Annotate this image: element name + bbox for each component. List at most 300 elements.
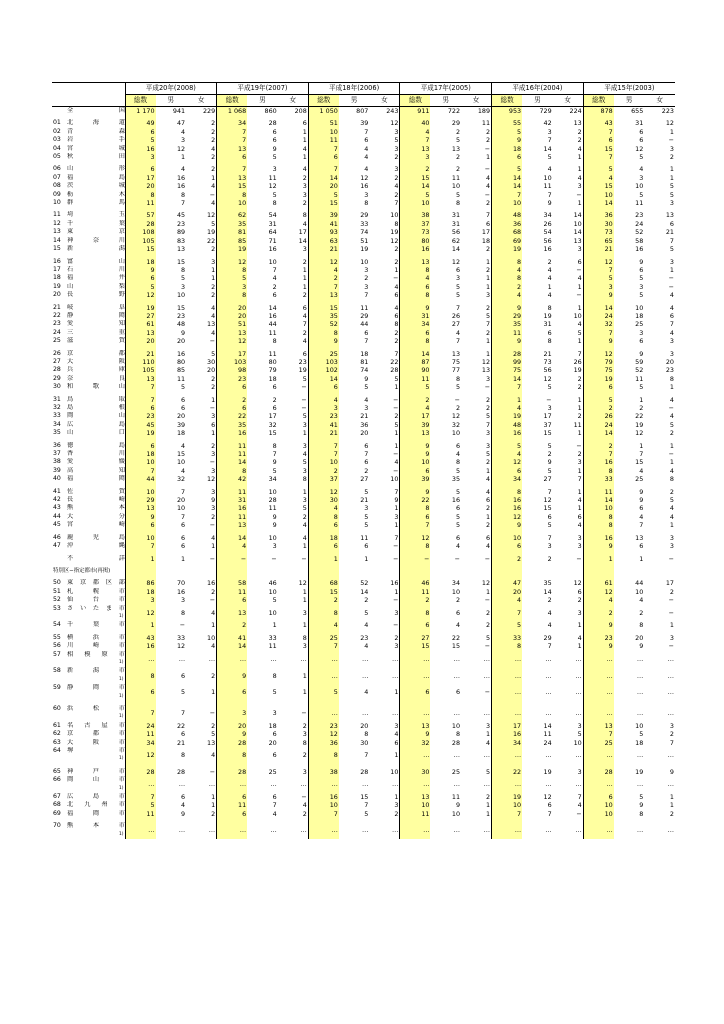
cell-female: 12 bbox=[390, 119, 399, 128]
cell-male: 44 bbox=[360, 320, 369, 329]
cell-male: 28 bbox=[176, 767, 186, 776]
table-row bbox=[52, 404, 675, 412]
cell-male: 9 bbox=[639, 349, 644, 358]
cell-male: 89 bbox=[176, 228, 186, 237]
row-code: 60 bbox=[53, 705, 61, 712]
cell-total: 28 bbox=[217, 768, 248, 776]
cell-male: 6 bbox=[455, 608, 461, 617]
cell-total: 13 bbox=[400, 145, 431, 153]
cell-total: 5 bbox=[400, 383, 431, 391]
row-code: 55 bbox=[53, 633, 61, 641]
cell-total: 13 bbox=[125, 375, 156, 383]
table-row bbox=[52, 266, 675, 274]
spacer-cell bbox=[492, 567, 523, 575]
cell-male: 24 bbox=[543, 738, 552, 747]
row-name: 京都 bbox=[67, 349, 125, 357]
cell-female: 4 bbox=[302, 521, 307, 530]
cell-female: 3 bbox=[485, 291, 491, 300]
cell-total: 20 bbox=[217, 304, 248, 312]
cell-total: 34 bbox=[125, 739, 156, 747]
cell-female: 1 bbox=[485, 337, 491, 346]
row-code: 22 bbox=[53, 311, 61, 319]
cell-total: 34 bbox=[492, 475, 523, 483]
cell-male: 6 bbox=[547, 328, 552, 337]
cell-male: 79 bbox=[268, 366, 277, 375]
cell-female: 1 bbox=[669, 173, 674, 182]
cell-female: 7 bbox=[394, 487, 399, 496]
row-label bbox=[52, 513, 125, 521]
cell-total: 2 bbox=[308, 596, 339, 604]
cell-male: 16 bbox=[543, 245, 552, 254]
row-name: 三重 bbox=[67, 328, 125, 336]
cell-male: 3 bbox=[547, 404, 552, 412]
row-code: 46 bbox=[53, 533, 61, 541]
cell-male: 52 bbox=[635, 366, 644, 375]
table-row bbox=[52, 579, 675, 587]
cell-total: 10 bbox=[492, 534, 523, 542]
cell-female: 6 bbox=[669, 219, 674, 228]
cell-female: 2 bbox=[394, 412, 399, 421]
cell-total: 14 bbox=[583, 304, 614, 312]
year-header: 平成15年(2003) bbox=[583, 83, 675, 95]
cell-total: 14 bbox=[308, 375, 339, 383]
row-label bbox=[52, 174, 125, 182]
cell-total: 3 bbox=[125, 596, 156, 604]
cell-male: 7 bbox=[272, 265, 277, 274]
cell-female: 18 bbox=[481, 236, 491, 245]
table-row bbox=[52, 555, 675, 563]
cell-male: … bbox=[636, 780, 644, 789]
cell-male: 12 bbox=[176, 642, 186, 651]
cell-total: 20 bbox=[492, 588, 523, 596]
row-name: 山梨 bbox=[67, 282, 125, 290]
cell-female: 3 bbox=[302, 190, 307, 199]
cell-female: 9 bbox=[669, 767, 674, 776]
cell-total: 19 bbox=[492, 412, 523, 420]
cell-male: 5 bbox=[181, 274, 186, 283]
cell-male: 7 bbox=[547, 136, 552, 145]
cell-male: 10 bbox=[635, 587, 644, 596]
cell-total: 4 bbox=[492, 450, 523, 458]
cell-total: 3 bbox=[217, 283, 248, 291]
cell-total: 9 bbox=[583, 642, 614, 650]
cell-female: − bbox=[668, 404, 674, 412]
cell-male: … bbox=[361, 709, 369, 718]
table-row bbox=[52, 504, 675, 512]
row-label bbox=[52, 467, 125, 475]
cell-female: 3 bbox=[669, 542, 674, 551]
row-name: 札幌市 bbox=[67, 587, 125, 595]
cell-total: 16 bbox=[492, 429, 523, 437]
cell-male: 27 bbox=[451, 320, 461, 329]
cell-female: 1 bbox=[302, 587, 307, 596]
cell-total: 22 bbox=[492, 768, 523, 776]
cell-male: 16 bbox=[176, 173, 186, 182]
cell-total: 8 bbox=[217, 191, 248, 199]
cell-female: 3 bbox=[577, 458, 582, 467]
cell-female: 1 bbox=[485, 809, 491, 818]
cell-female: 3 bbox=[577, 608, 582, 617]
row-label bbox=[52, 542, 125, 550]
cell-female: 4 bbox=[485, 487, 491, 496]
cell-male: 25 bbox=[635, 475, 644, 484]
table-row bbox=[52, 145, 675, 153]
cell-female: 4 bbox=[577, 521, 582, 530]
row-code: 29 bbox=[53, 374, 61, 382]
row-code: 52 bbox=[53, 596, 61, 604]
cell-female: 4 bbox=[669, 328, 674, 337]
row-label bbox=[52, 358, 125, 366]
cell-total: … bbox=[400, 651, 431, 668]
cell-male: 3 bbox=[181, 282, 186, 291]
row-label bbox=[52, 621, 125, 629]
cell-female: 10 bbox=[390, 475, 399, 484]
cell-female: 3 bbox=[485, 721, 491, 730]
row-name: 東京 bbox=[67, 228, 125, 236]
cell-female: 7 bbox=[669, 320, 674, 329]
row-name: 長崎 bbox=[67, 496, 125, 504]
cell-total: 14 bbox=[400, 182, 431, 190]
cell-female: 17 bbox=[665, 579, 674, 588]
row-name: さいたま市 bbox=[67, 604, 125, 612]
table-row bbox=[52, 182, 675, 190]
cell-female: 4 bbox=[669, 512, 674, 521]
row-code: 31 bbox=[53, 395, 61, 403]
cell-total: … bbox=[583, 705, 614, 722]
cell-female: 2 bbox=[394, 173, 399, 182]
cell-male: 12 bbox=[635, 144, 644, 153]
cell-female: … bbox=[667, 709, 674, 718]
cell-female: 208 bbox=[294, 107, 307, 115]
cell-total: 35 bbox=[217, 220, 248, 228]
cell-female: 2 bbox=[669, 587, 674, 596]
cell-total: 73 bbox=[400, 228, 431, 236]
cell-female: − bbox=[576, 265, 582, 274]
cell-total: 13 bbox=[308, 291, 339, 299]
subheader-male: 男 bbox=[339, 95, 370, 107]
cell-total: 8 bbox=[583, 521, 614, 529]
cell-male: 1 bbox=[181, 153, 186, 162]
table-row bbox=[52, 496, 675, 504]
cell-female: 3 bbox=[577, 542, 582, 551]
cell-total: 10 bbox=[308, 458, 339, 466]
cell-male: 7 bbox=[364, 291, 369, 300]
cell-female: 11 bbox=[481, 119, 491, 128]
cell-female: 7 bbox=[394, 349, 399, 358]
cell-female: 6 bbox=[302, 349, 307, 358]
row-name: 京都市 bbox=[67, 730, 125, 738]
row-code: 58 bbox=[53, 667, 61, 675]
cell-total: 12 bbox=[308, 258, 339, 266]
cell-total: 12 bbox=[583, 258, 614, 266]
cell-total: 108 bbox=[125, 228, 156, 236]
cell-female: 16 bbox=[207, 579, 216, 588]
cell-total: 11 bbox=[125, 730, 156, 738]
cell-total: 8 bbox=[125, 191, 156, 199]
cell-male: 80 bbox=[268, 357, 277, 366]
cell-total: 24 bbox=[583, 421, 614, 429]
table-body bbox=[52, 107, 675, 840]
row-name: 新潟 bbox=[67, 245, 125, 253]
cell-total: 16 bbox=[217, 504, 248, 512]
cell-total: 39 bbox=[400, 475, 431, 483]
row-name: 仙台市 bbox=[67, 596, 125, 604]
cell-female: 3 bbox=[211, 257, 216, 266]
cell-total: 16 bbox=[492, 730, 523, 738]
cell-total: 3 bbox=[125, 153, 156, 161]
cell-total: 35 bbox=[492, 320, 523, 328]
table-row bbox=[52, 337, 675, 345]
cell-total: 2 bbox=[492, 555, 523, 563]
cell-female: − bbox=[209, 554, 216, 563]
row-label bbox=[52, 404, 125, 412]
cell-male: 15 bbox=[176, 257, 186, 266]
cell-female: 3 bbox=[669, 337, 674, 346]
cell-male: 4 bbox=[364, 621, 369, 630]
table-row bbox=[52, 429, 675, 437]
cell-male: 81 bbox=[360, 357, 369, 366]
cell-male: 20 bbox=[176, 337, 186, 346]
cell-male: 31 bbox=[543, 320, 552, 329]
cell-female: … bbox=[575, 780, 582, 789]
cell-male: 14 bbox=[543, 144, 552, 153]
cell-female: … bbox=[392, 780, 399, 789]
cell-female: 17 bbox=[481, 228, 491, 237]
cell-female: 13 bbox=[573, 236, 582, 245]
cell-female: 2 bbox=[211, 153, 216, 162]
cell-female: 4 bbox=[485, 542, 491, 551]
cell-male: 77 bbox=[451, 366, 461, 375]
row-label bbox=[52, 634, 125, 642]
cell-total: 6 bbox=[308, 153, 339, 161]
row-label bbox=[52, 304, 125, 312]
row-code: 68 bbox=[53, 801, 61, 809]
cell-total: 51 bbox=[217, 320, 248, 328]
cell-female: 1 bbox=[394, 751, 399, 760]
cell-female: 4 bbox=[302, 801, 307, 810]
row-label bbox=[52, 145, 125, 153]
table-row bbox=[52, 107, 675, 116]
cell-male: 13 bbox=[451, 349, 461, 358]
row-name: 静岡市 bbox=[67, 684, 125, 692]
cell-female: 8 bbox=[669, 475, 674, 484]
cell-female: 6 bbox=[394, 311, 399, 320]
cell-female: 2 bbox=[577, 596, 582, 605]
cell-female: 14 bbox=[573, 211, 582, 220]
cell-male: 13 bbox=[176, 245, 186, 254]
cell-male: 6 bbox=[272, 136, 277, 145]
cell-female: 4 bbox=[577, 633, 582, 642]
cell-male: 1 bbox=[639, 395, 644, 404]
row-name: 愛媛 bbox=[67, 458, 125, 466]
cell-male: 17 bbox=[268, 412, 277, 421]
cell-total: 24 bbox=[125, 722, 156, 730]
cell-female: … bbox=[667, 671, 674, 680]
cell-female: 4 bbox=[211, 642, 216, 651]
spacer-cell bbox=[125, 567, 156, 575]
cell-female: 8 bbox=[302, 738, 307, 747]
cell-male: … bbox=[636, 671, 644, 680]
cell-female: 1 bbox=[394, 429, 399, 438]
cell-total: 13 bbox=[217, 174, 248, 182]
cell-female: 1 bbox=[577, 153, 582, 162]
cell-female: 4 bbox=[394, 458, 399, 467]
table-row bbox=[52, 605, 675, 622]
row-code: 66 bbox=[53, 776, 61, 784]
cell-male: 10 bbox=[451, 721, 461, 730]
cell-female: 1 bbox=[302, 429, 307, 438]
cell-female: 2 bbox=[577, 383, 582, 392]
cell-female: 4 bbox=[211, 182, 216, 191]
cell-total: 26 bbox=[583, 412, 614, 420]
cell-total: 5 bbox=[217, 274, 248, 282]
cell-female: 10 bbox=[390, 767, 399, 776]
cell-male: 7 bbox=[364, 127, 369, 136]
cell-male: 31 bbox=[451, 211, 461, 220]
cell-female: 2 bbox=[394, 190, 399, 199]
cell-female: − bbox=[301, 404, 307, 412]
row-label bbox=[52, 667, 125, 684]
cell-total: 9 bbox=[583, 542, 614, 550]
row-code: 50 bbox=[53, 579, 61, 587]
cell-male: 7 bbox=[639, 450, 644, 459]
cell-total: 103 bbox=[217, 358, 248, 366]
cell-male: 6 bbox=[455, 504, 461, 513]
cell-total: 2 bbox=[217, 396, 248, 404]
cell-female: − bbox=[484, 554, 491, 563]
row-name: 横浜市 bbox=[67, 633, 125, 641]
row-name: 滋賀 bbox=[67, 337, 125, 345]
row-label bbox=[52, 258, 125, 266]
cell-male: 1 bbox=[639, 441, 644, 450]
cell-total: 7 bbox=[308, 165, 339, 173]
cell-male: 5 bbox=[364, 809, 369, 818]
cell-female: 3 bbox=[302, 441, 307, 450]
row-note: 1) bbox=[118, 831, 124, 837]
cell-male: … bbox=[636, 654, 644, 663]
cell-male: 9 bbox=[547, 199, 552, 208]
row-label bbox=[52, 429, 125, 437]
row-code: 25 bbox=[53, 337, 61, 345]
cell-total: … bbox=[400, 667, 431, 684]
table-row bbox=[52, 165, 675, 173]
cell-total: 11 bbox=[217, 801, 248, 809]
cell-total: 35 bbox=[217, 421, 248, 429]
statistics-table bbox=[52, 82, 675, 839]
cell-total: 1 bbox=[125, 555, 156, 563]
row-label bbox=[52, 329, 125, 337]
cell-male: 85 bbox=[176, 366, 186, 375]
cell-male: … bbox=[178, 780, 186, 789]
cell-male: 59 bbox=[635, 357, 644, 366]
cell-total: 8 bbox=[217, 467, 248, 475]
cell-male: … bbox=[453, 826, 461, 835]
cell-female: 3 bbox=[211, 466, 216, 475]
cell-female: 3 bbox=[577, 767, 582, 776]
cell-female: 2 bbox=[485, 328, 491, 337]
cell-female: 5 bbox=[211, 349, 216, 358]
row-code: 18 bbox=[53, 274, 61, 282]
cell-total: 33 bbox=[492, 634, 523, 642]
cell-male: 3 bbox=[639, 282, 644, 291]
row-code: 44 bbox=[53, 512, 61, 520]
cell-total: 13 bbox=[217, 329, 248, 337]
cell-total: 9 bbox=[492, 337, 523, 345]
table-row bbox=[52, 199, 675, 207]
cell-female: 4 bbox=[211, 303, 216, 312]
row-label bbox=[52, 810, 125, 818]
spacer-cell bbox=[644, 567, 675, 575]
cell-female: 4 bbox=[577, 801, 582, 810]
cell-male: 7 bbox=[547, 533, 552, 542]
cell-female: 5 bbox=[302, 458, 307, 467]
cell-female: 10 bbox=[573, 311, 582, 320]
cell-female: 1 bbox=[394, 587, 399, 596]
cell-total: 14 bbox=[308, 174, 339, 182]
cell-total: 5 bbox=[583, 274, 614, 282]
cell-female: 8 bbox=[394, 320, 399, 329]
cell-male: 3 bbox=[181, 136, 186, 145]
cell-female: 6 bbox=[577, 257, 582, 266]
subheader-female: 女 bbox=[553, 95, 584, 107]
cell-female: 1 bbox=[577, 621, 582, 630]
cell-male: 14 bbox=[360, 587, 369, 596]
cell-female: 2 bbox=[485, 245, 491, 254]
cell-male: … bbox=[361, 654, 369, 663]
cell-female: 2 bbox=[485, 199, 491, 208]
table-row bbox=[52, 475, 675, 483]
table-row bbox=[52, 621, 675, 629]
cell-total: 9 bbox=[492, 136, 523, 144]
cell-total: 1 170 bbox=[125, 107, 156, 116]
cell-female: … bbox=[575, 751, 582, 760]
cell-male: 6 bbox=[272, 730, 277, 739]
cell-total: 81 bbox=[217, 228, 248, 236]
cell-total: 11 bbox=[400, 588, 431, 596]
cell-total: 1 bbox=[492, 396, 523, 404]
cell-total: 15 bbox=[125, 245, 156, 253]
row-name: 沖縄 bbox=[67, 542, 125, 550]
row-name: 大阪 bbox=[67, 357, 125, 365]
cell-total: 12 bbox=[583, 350, 614, 358]
cell-female: 13 bbox=[207, 738, 216, 747]
cell-female: 4 bbox=[302, 144, 307, 153]
cell-male: 5 bbox=[455, 487, 461, 496]
cell-total: 32 bbox=[400, 739, 431, 747]
cell-female: 3 bbox=[485, 441, 491, 450]
cell-male: 11 bbox=[543, 730, 552, 739]
cell-male: 16 bbox=[176, 587, 186, 596]
cell-female: 2 bbox=[211, 282, 216, 291]
year-header: 平成19年(2007) bbox=[217, 83, 309, 95]
row-label bbox=[52, 191, 125, 199]
cell-total: 8 bbox=[400, 542, 431, 550]
cell-total: 13 bbox=[583, 722, 614, 730]
cell-female: 6 bbox=[211, 420, 216, 429]
cell-male: 6 bbox=[639, 504, 644, 513]
cell-male: 4 bbox=[639, 512, 644, 521]
cell-female: 4 bbox=[302, 337, 307, 346]
cell-male: 6 bbox=[272, 291, 277, 300]
cell-total: 4 bbox=[308, 396, 339, 404]
cell-female: 1 bbox=[577, 282, 582, 291]
cell-female: − bbox=[576, 441, 582, 450]
cell-total: … bbox=[400, 822, 431, 839]
cell-female: 5 bbox=[211, 730, 216, 739]
cell-total: 8 bbox=[308, 329, 339, 337]
cell-female: 2 bbox=[577, 450, 582, 459]
cell-male: 3 bbox=[364, 404, 369, 412]
